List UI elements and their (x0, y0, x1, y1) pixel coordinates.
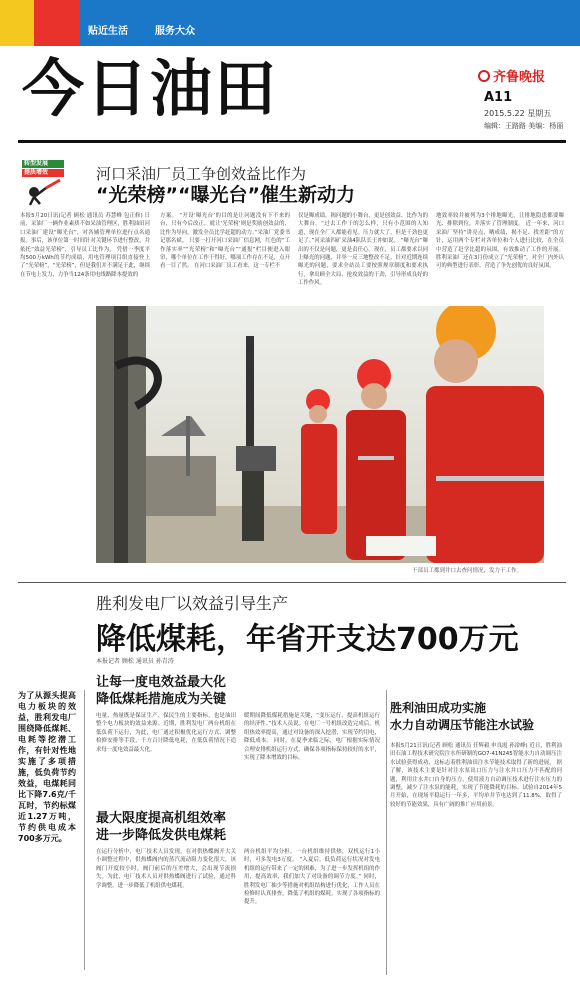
story2-mid-body: 暖期间降低煤耗措施是关键，“变压运行，提高机组运行的经济性。”技术人员说。在电厂一号机组改造完成后，机组热效率提高，通过对设备的深入挖潜，实现节约用电，降低成本。 同时，在夏季来临之际，电厂根据实际情况合理安排机组运行方式，确保各项指标保持较好的水平，实现了降本增效的目标。 (244, 713, 380, 762)
story2-byline: 本报记者 顾松 通讯员 孙青涛 (96, 658, 174, 665)
issue-date: 2015.5.22 星期五 (484, 109, 552, 118)
badge-line-2: 提质增效 (24, 169, 49, 176)
newspaper-logo (478, 66, 545, 85)
story2-subhead-1: 让每一度电效益最大化 降低煤耗措施成为关键 (96, 675, 227, 707)
story2-headline: 降低煤耗，年省开支达700万元 (96, 622, 519, 657)
story1-column-1: 本报5月20日讯(记者 顾松 通讯员 苏慧峰 包正修) 日前，采油厂一辆作业素质不如采油管理区，胜利油田河口采油厂建设“曝光台”，对各辅管理单位进行点名通报。事后，该单位第一时间针对关键环节进行整改，并依托“效益光荣榜”，引导员工比作为。 凭借一季度平均500万kWh的节约成绩，用电管理项目组直接登上了“光荣榜”，“光荣榜”，但是我们并不满足于此，继续在节电上发力，力争当124条用电线路降本提效的 (20, 213, 150, 278)
news-photo (96, 306, 544, 563)
masthead-rule (18, 140, 566, 143)
logo-emblem-icon (478, 70, 490, 82)
story1-kicker: 河口采油厂员工争创效益比作为 (96, 165, 307, 183)
story2-sub2-body: 在运行分析中，电厂技术人员发现，在对供热蝶阀开大关小调整过程中，供热蝶阀内的蒸汽流动阻力变化很大，该阀门开度较小时，阀门前后的压差增大，会出现节流损失。为此，电厂技术人员对供热蝶阀进行了试验，通过科学调整，进一步降低了机组供电煤耗。 (96, 849, 236, 889)
section-divider (18, 582, 566, 583)
side-story-body: 本报5月21日讯(记者 顾松 通讯员 任辉毅 申良霞 孙淦峰) 近日，胜利油田石油工程技术研究院注水所研制的GO7-41N245智能水力自动调压注水试验获得成功，这标志着胜利油田注水节能技术取得了新的进展。 据了解，该技术主要是针对注水泵出口压力与注水井口压力不匹配的问题，利用注水井口自身的压力，使用液力自动调压技术进行注水压力的调整，减少了注水泵的能耗，实现了节能降耗的目标。试验自2014年5月开始，在现场平稳运行一年多，平均单井节电达到了11.8%，取得了较好的节能效果，具有广阔的推广应用前景。 (390, 743, 562, 808)
story1-column-3: 仅是曝成绩，揭问题的小舞台，更是创效益、比作为的大舞台。“过去工作干的怎么样，只有小范围的人知道，现在全厂人都能看见。压力就大了，但是干劲也更足了。”河采油四矿采油4队队长王冲如说。 “曝光台”曝出的不仅是问题，更是责任心。现在，员工都要求以同上曝光的问题，并举一反三地整改不足，针对近期连续曝光的问题，要求全站员工要按照规章制度和要求执行，拿出顾全大局、抢攻效益的干劲，引导形成良好的工作作风。 (298, 213, 428, 287)
badge-line-1: 转型发展 (24, 160, 49, 167)
story2-sub1-body: 电量、热量既是保证生产、保民生的主要指标，也是油田整个电力板块的效益来源。近期，胜利发电厂两台机组在低负荷下运行，为此，电厂通过积极优化运行方式、调整检修安排等手段，千方百计降低电耗，在低负荷情况下追求每一度电效益最大化。 (96, 713, 236, 753)
story1-column-4: 地效率较并被列为3个排地曝光，让排地隐患都要曝光、排除到位，并落实了管理制度。 近一年来，河口采油厂坚持“讲亮点、晒成绩、揭不足、找差距”的方针，运用两个专栏对各单位和个人进行比较，在全员中营造了赶学比超的氛围，有效推动了工作的开展。胜利采油厂还在3月份成立了“光荣榜”，对全厂内外认可的典型进行表彰，营造了争先创优的良好氛围。 (436, 213, 564, 270)
side-story-headline: 胜利油田成功实施 水力自动调压节能注水试验 (390, 701, 535, 732)
sidebar-rule (386, 690, 387, 975)
logo-text: 齐鲁晚报 (493, 70, 546, 85)
oilfield-workers-photo (96, 306, 544, 563)
story2-lead: 为了从源头提高电力板块的效益，胜利发电厂围绕降低煤耗、电耗等挖潜工作，有针对性地实施了多项措施，低负荷节约效益，电煤耗同比下降7.6克/千瓦时，节约标煤近1.27万吨，节约供电成本700多万元。 (18, 691, 76, 843)
photo-caption: 干部员工都到井口去查问情况，发力干工作。 (412, 568, 523, 574)
editors-line: 编辑：王路路 美编：杨丽 (484, 122, 564, 130)
story2-mid-body-2: 两台机组平均分担，一台机组维持供热，双机运行1小时，可多发电3万度。 “入夏后，低负荷运行状况对发电机组的运行带来了一定的困难，为了进一步发挥机组的作用，提高效率，我们加大了对设备的调节力度。” 同时，胜利发电厂抽少等措施对机组结构进行优化，工作人员在检修时认真排查，降低了机组的煤耗，实现了各项指标的提升。 (244, 849, 380, 906)
transformation-badge (20, 158, 66, 206)
top-color-band (0, 0, 580, 46)
story2-subhead-2: 最大限度提高机组效率 进一步降低发供电煤耗 (96, 811, 227, 843)
story1-column-2: 方案。 “开设‘曝光台’的目的是让问题没有下不来的台，只有今后改正，就让‘光荣榜’则是奖励创效益的，比作为导向，激发全员比学赶超的动力。”采油厂党委书记那名斌。 只要一打开河口采油厂信息网，红色的“工作落实率”“光荣榜”和“曝光台”“通报”栏目便进入眼帘，哪个单位在工作干得好，哪项工作存在不足，点开看一目了然。 在河口采油厂员工看来，这一专栏不 (160, 213, 290, 270)
tagline-1: 贴近生活 (88, 26, 128, 37)
edition-number: A11 (484, 90, 513, 105)
tagline-2: 服务大众 (155, 26, 195, 37)
story1-headline: “光荣榜”“曝光台”催生新动力 (96, 184, 355, 206)
masthead-title: 今日油田 (22, 52, 279, 125)
column-rule (84, 690, 85, 970)
story2-kicker: 胜利发电厂以效益引导生产 (96, 594, 289, 613)
